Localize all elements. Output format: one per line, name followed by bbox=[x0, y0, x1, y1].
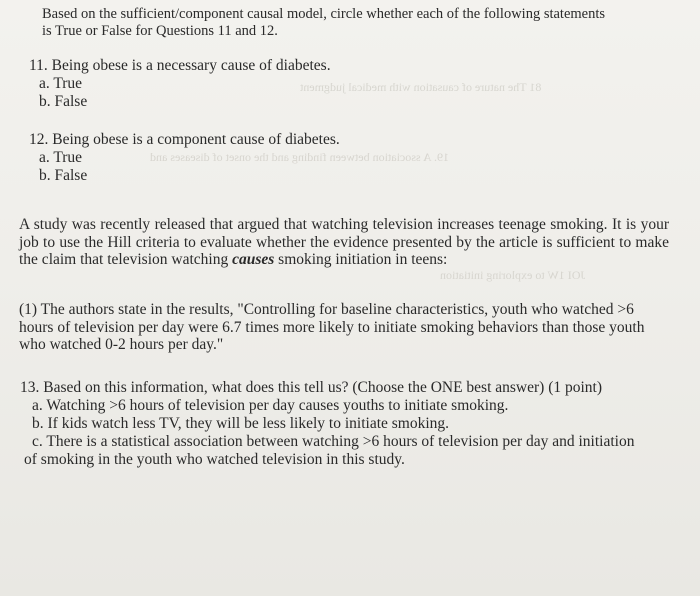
question-11-option-true[interactable]: a. True bbox=[39, 75, 83, 92]
question-12-stem: 12. Being obese is a component cause of diabetes. bbox=[29, 131, 340, 148]
question-13-option-a[interactable]: a. Watching >6 hours of television per day causes youths to initiate smoking. bbox=[32, 397, 509, 414]
question-13-option-c[interactable] bbox=[20, 433, 690, 469]
bleed-through-text: JOI 1W to exploring initiation bbox=[440, 268, 586, 282]
instructions-line-1: Based on the sufficient/component causal model, circle whether each of the following statements bbox=[42, 6, 606, 22]
question-13 bbox=[20, 379, 690, 469]
bleed-through-text: 19. A ssociation between finding and the onset of diseases and bbox=[150, 150, 449, 164]
question-11 bbox=[29, 57, 649, 111]
instructions-line-2: is True or False for Questions 11 and 12. bbox=[42, 23, 278, 39]
results-quote-text: (1) The authors state in the results, "Controlling for baseline characteristics, youth who watched >6 hours of television per day were 6.7 times more likely to initiate smoking behaviors than those youth who watched 0-2 hours per day." bbox=[19, 301, 645, 353]
study-paragraph bbox=[19, 216, 669, 269]
question-13-option-b[interactable]: b. If kids watch less TV, they will be less likely to initiate smoking. bbox=[32, 415, 450, 432]
question-13-stem: 13. Based on this information, what does this tell us? (Choose the ONE best answer) (1 point) bbox=[20, 379, 603, 396]
question-12 bbox=[29, 131, 649, 185]
question-11-option-false[interactable]: b. False bbox=[39, 93, 88, 110]
results-quote bbox=[19, 301, 659, 354]
study-text-before: A study was recently released that argued that watching television increases teenage smoking. It is your job to use the Hill criteria to evaluate whether the evidence presented by the article is sufficient to make the claim that television watching bbox=[19, 216, 669, 268]
question-12-option-false[interactable]: b. False bbox=[39, 167, 88, 184]
study-text-after: smoking initiation in teens: bbox=[274, 251, 448, 268]
instructions bbox=[42, 6, 662, 40]
study-emphasis: causes bbox=[232, 251, 275, 268]
question-11-stem: 11. Being obese is a necessary cause of diabetes. bbox=[29, 57, 331, 74]
question-13-option-c-line-1: c. There is a statistical association between watching >6 hours of television per day and initiation bbox=[32, 433, 635, 450]
question-12-option-true[interactable]: a. True bbox=[39, 149, 83, 166]
question-13-option-c-line-2: of smoking in the youth who watched television in this study. bbox=[24, 451, 405, 468]
bleed-through-text: 81 The nature of causation with medical judgment bbox=[300, 80, 542, 94]
